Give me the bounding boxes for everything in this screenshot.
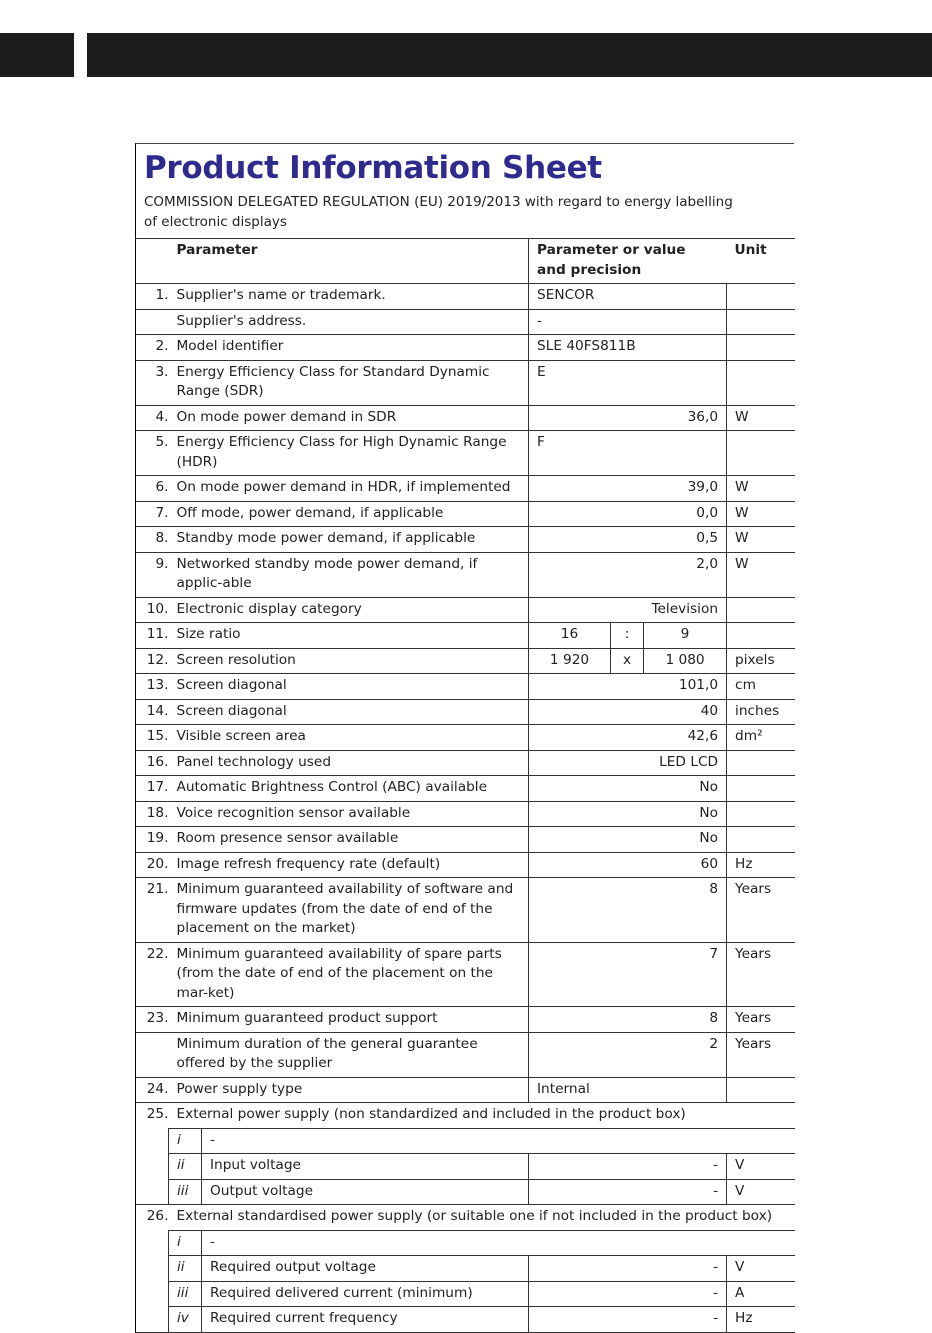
table-row bbox=[136, 699, 795, 725]
sub-row bbox=[136, 1179, 795, 1205]
row-number: 1. bbox=[136, 284, 169, 310]
row-number: 16. bbox=[136, 750, 169, 776]
row-parameter: Panel technology used bbox=[169, 750, 529, 776]
row-value: 39,0 bbox=[529, 476, 727, 502]
row-parameter: Minimum guaranteed product support bbox=[169, 1007, 529, 1033]
row-value: SLE 40FS811B bbox=[529, 335, 727, 361]
row-parameter: Room presence sensor available bbox=[169, 827, 529, 853]
table-row bbox=[136, 501, 795, 527]
row-value: No bbox=[529, 776, 727, 802]
sub-index: iii bbox=[169, 1179, 202, 1205]
row-parameter: On mode power demand in SDR bbox=[169, 405, 529, 431]
row-number: 9. bbox=[136, 552, 169, 597]
row-number: 24. bbox=[136, 1077, 169, 1103]
row-number: 2. bbox=[136, 335, 169, 361]
table-row bbox=[136, 1032, 795, 1077]
row-value: LED LCD bbox=[529, 750, 727, 776]
sub-parameter: Required delivered current (minimum) bbox=[202, 1281, 529, 1307]
sub-index: i bbox=[169, 1128, 202, 1154]
row-unit: W bbox=[727, 501, 795, 527]
section-row bbox=[136, 1205, 795, 1231]
regulation-subtitle: COMMISSION DELEGATED REGULATION (EU) 2019/2013 with regard to energy labelling of electronic displays bbox=[144, 194, 733, 230]
row-parameter: Automatic Brightness Control (ABC) available bbox=[169, 776, 529, 802]
sub-indent bbox=[136, 1179, 169, 1205]
row-parameter: On mode power demand in HDR, if implemented bbox=[169, 476, 529, 502]
table-row bbox=[136, 827, 795, 853]
row-unit bbox=[727, 431, 795, 476]
row-value: No bbox=[529, 801, 727, 827]
row-unit bbox=[727, 597, 795, 623]
row-unit bbox=[727, 309, 795, 335]
row-number: 23. bbox=[136, 1007, 169, 1033]
sub-unit: V bbox=[727, 1154, 795, 1180]
table-row bbox=[136, 623, 795, 649]
row-number: 6. bbox=[136, 476, 169, 502]
row-unit bbox=[727, 776, 795, 802]
row-number: 10. bbox=[136, 597, 169, 623]
row-number: 8. bbox=[136, 527, 169, 553]
row-parameter: Networked standby mode power demand, if applic-able bbox=[169, 552, 529, 597]
row-unit: Years bbox=[727, 942, 795, 1007]
sub-unit: A bbox=[727, 1281, 795, 1307]
sub-parameter: Required output voltage bbox=[202, 1256, 529, 1282]
row-unit: W bbox=[727, 405, 795, 431]
table-row bbox=[136, 284, 795, 310]
row-parameter: Screen diagonal bbox=[169, 699, 529, 725]
header-unit: Unit bbox=[727, 239, 795, 284]
row-number: 12. bbox=[136, 648, 169, 674]
sub-index: ii bbox=[169, 1154, 202, 1180]
row-value-separator: x bbox=[611, 648, 644, 674]
sub-parameter: Output voltage bbox=[202, 1179, 529, 1205]
row-value: 60 bbox=[529, 852, 727, 878]
row-parameter: Minimum duration of the general guarantee offered by the supplier bbox=[169, 1032, 529, 1077]
row-number: 22. bbox=[136, 942, 169, 1007]
row-value: 36,0 bbox=[529, 405, 727, 431]
row-number bbox=[136, 309, 169, 335]
row-number: 14. bbox=[136, 699, 169, 725]
table-row bbox=[136, 852, 795, 878]
header-bar-right bbox=[87, 33, 932, 77]
sub-row bbox=[136, 1256, 795, 1282]
row-number: 5. bbox=[136, 431, 169, 476]
table-row bbox=[136, 405, 795, 431]
row-value: 8 bbox=[529, 878, 727, 943]
table-row bbox=[136, 725, 795, 751]
row-parameter: Size ratio bbox=[169, 623, 529, 649]
row-parameter: Off mode, power demand, if applicable bbox=[169, 501, 529, 527]
row-unit bbox=[727, 801, 795, 827]
row-value: 0,5 bbox=[529, 527, 727, 553]
row-value: 2 bbox=[529, 1032, 727, 1077]
row-value: 40 bbox=[529, 699, 727, 725]
table-row bbox=[136, 309, 795, 335]
row-value: No bbox=[529, 827, 727, 853]
sub-unit: Hz bbox=[727, 1307, 795, 1333]
sub-value: - bbox=[529, 1179, 727, 1205]
table-row bbox=[136, 335, 795, 361]
row-number: 17. bbox=[136, 776, 169, 802]
row-value-2: 9 bbox=[644, 623, 727, 649]
sub-unit: V bbox=[727, 1256, 795, 1282]
row-parameter: Supplier's address. bbox=[169, 309, 529, 335]
row-value-1: 1 920 bbox=[529, 648, 611, 674]
row-parameter: Energy Efficiency Class for High Dynamic Range (HDR) bbox=[169, 431, 529, 476]
row-unit bbox=[727, 284, 795, 310]
sub-row bbox=[136, 1230, 795, 1256]
sub-indent bbox=[136, 1154, 169, 1180]
row-parameter: Visible screen area bbox=[169, 725, 529, 751]
row-number bbox=[136, 1032, 169, 1077]
row-value-2: 1 080 bbox=[644, 648, 727, 674]
row-value: Television bbox=[529, 597, 727, 623]
sub-value: - bbox=[529, 1307, 727, 1333]
row-unit: Years bbox=[727, 878, 795, 943]
row-parameter: Energy Efficiency Class for Standard Dynamic Range (SDR) bbox=[169, 360, 529, 405]
sub-row bbox=[136, 1307, 795, 1333]
row-unit: Years bbox=[727, 1007, 795, 1033]
row-unit bbox=[727, 750, 795, 776]
sub-index: iv bbox=[169, 1307, 202, 1333]
row-value: Internal bbox=[529, 1077, 727, 1103]
row-unit: Years bbox=[727, 1032, 795, 1077]
sub-index: ii bbox=[169, 1256, 202, 1282]
row-value-separator: : bbox=[611, 623, 644, 649]
row-value: F bbox=[529, 431, 727, 476]
table-row bbox=[136, 878, 795, 943]
sub-indent bbox=[136, 1230, 169, 1256]
sub-indent bbox=[136, 1256, 169, 1282]
table-row bbox=[136, 597, 795, 623]
section-row bbox=[136, 1103, 795, 1129]
sub-row bbox=[136, 1128, 795, 1154]
row-number: 21. bbox=[136, 878, 169, 943]
row-parameter: Minimum guaranteed availability of spare parts (from the date of end of the placement on the mar-ket) bbox=[169, 942, 529, 1007]
row-value: 0,0 bbox=[529, 501, 727, 527]
header-bar-left bbox=[0, 33, 74, 77]
row-unit: W bbox=[727, 552, 795, 597]
page-title: Product Information Sheet bbox=[144, 150, 602, 186]
header-parameter: Parameter bbox=[169, 239, 529, 284]
row-parameter: Power supply type bbox=[169, 1077, 529, 1103]
row-parameter: Standby mode power demand, if applicable bbox=[169, 527, 529, 553]
table-row bbox=[136, 1077, 795, 1103]
table-row bbox=[136, 360, 795, 405]
row-value: - bbox=[529, 309, 727, 335]
row-value: E bbox=[529, 360, 727, 405]
sub-row bbox=[136, 1281, 795, 1307]
row-unit bbox=[727, 623, 795, 649]
table-row bbox=[136, 552, 795, 597]
sub-index: i bbox=[169, 1230, 202, 1256]
sub-value: - bbox=[529, 1154, 727, 1180]
row-unit: W bbox=[727, 527, 795, 553]
row-number: 20. bbox=[136, 852, 169, 878]
row-parameter: Screen diagonal bbox=[169, 674, 529, 700]
row-number: 18. bbox=[136, 801, 169, 827]
row-unit: cm bbox=[727, 674, 795, 700]
row-parameter: Model identifier bbox=[169, 335, 529, 361]
row-unit: pixels bbox=[727, 648, 795, 674]
table-row bbox=[136, 776, 795, 802]
table-row bbox=[136, 476, 795, 502]
row-unit: Hz bbox=[727, 852, 795, 878]
row-value: 7 bbox=[529, 942, 727, 1007]
section-number: 26. bbox=[136, 1205, 169, 1231]
sub-parameter: Required current frequency bbox=[202, 1307, 529, 1333]
row-value: 101,0 bbox=[529, 674, 727, 700]
sub-value: - bbox=[529, 1281, 727, 1307]
section-label: External power supply (non standardized and included in the product box) bbox=[169, 1103, 795, 1129]
section-label: External standardised power supply (or suitable one if not included in the product box) bbox=[169, 1205, 795, 1231]
table-row bbox=[136, 527, 795, 553]
row-unit bbox=[727, 1077, 795, 1103]
row-number: 11. bbox=[136, 623, 169, 649]
row-parameter: Screen resolution bbox=[169, 648, 529, 674]
table-row bbox=[136, 674, 795, 700]
row-unit: dm² bbox=[727, 725, 795, 751]
sub-indent bbox=[136, 1128, 169, 1154]
row-number: 19. bbox=[136, 827, 169, 853]
row-value: SENCOR bbox=[529, 284, 727, 310]
row-unit bbox=[727, 827, 795, 853]
sheet-header bbox=[135, 143, 794, 238]
table-row bbox=[136, 750, 795, 776]
row-unit: W bbox=[727, 476, 795, 502]
parameter-table bbox=[135, 238, 795, 1333]
row-parameter: Electronic display category bbox=[169, 597, 529, 623]
row-parameter: Voice recognition sensor available bbox=[169, 801, 529, 827]
row-number: 7. bbox=[136, 501, 169, 527]
table-row bbox=[136, 1007, 795, 1033]
row-unit bbox=[727, 360, 795, 405]
sub-parameter: - bbox=[202, 1128, 795, 1154]
row-value: 42,6 bbox=[529, 725, 727, 751]
row-unit bbox=[727, 335, 795, 361]
row-value: 8 bbox=[529, 1007, 727, 1033]
section-number: 25. bbox=[136, 1103, 169, 1129]
row-number: 15. bbox=[136, 725, 169, 751]
row-number: 3. bbox=[136, 360, 169, 405]
sub-indent bbox=[136, 1281, 169, 1307]
sub-indent bbox=[136, 1307, 169, 1333]
sub-parameter: Input voltage bbox=[202, 1154, 529, 1180]
table-row bbox=[136, 801, 795, 827]
sub-unit: V bbox=[727, 1179, 795, 1205]
row-parameter: Supplier's name or trademark. bbox=[169, 284, 529, 310]
sub-index: iii bbox=[169, 1281, 202, 1307]
row-value-1: 16 bbox=[529, 623, 611, 649]
header-value: Parameter or value and precision bbox=[529, 239, 727, 284]
table-row bbox=[136, 648, 795, 674]
row-value: 2,0 bbox=[529, 552, 727, 597]
row-number: 4. bbox=[136, 405, 169, 431]
product-information-sheet bbox=[135, 143, 794, 1333]
sub-parameter: - bbox=[202, 1230, 795, 1256]
row-unit: inches bbox=[727, 699, 795, 725]
table-row bbox=[136, 942, 795, 1007]
table-header-row bbox=[136, 239, 795, 284]
table-row bbox=[136, 431, 795, 476]
row-parameter: Minimum guaranteed availability of software and firmware updates (from the date of end of the placement on the market) bbox=[169, 878, 529, 943]
sub-value: - bbox=[529, 1256, 727, 1282]
row-parameter: Image refresh frequency rate (default) bbox=[169, 852, 529, 878]
sub-row bbox=[136, 1154, 795, 1180]
row-number: 13. bbox=[136, 674, 169, 700]
